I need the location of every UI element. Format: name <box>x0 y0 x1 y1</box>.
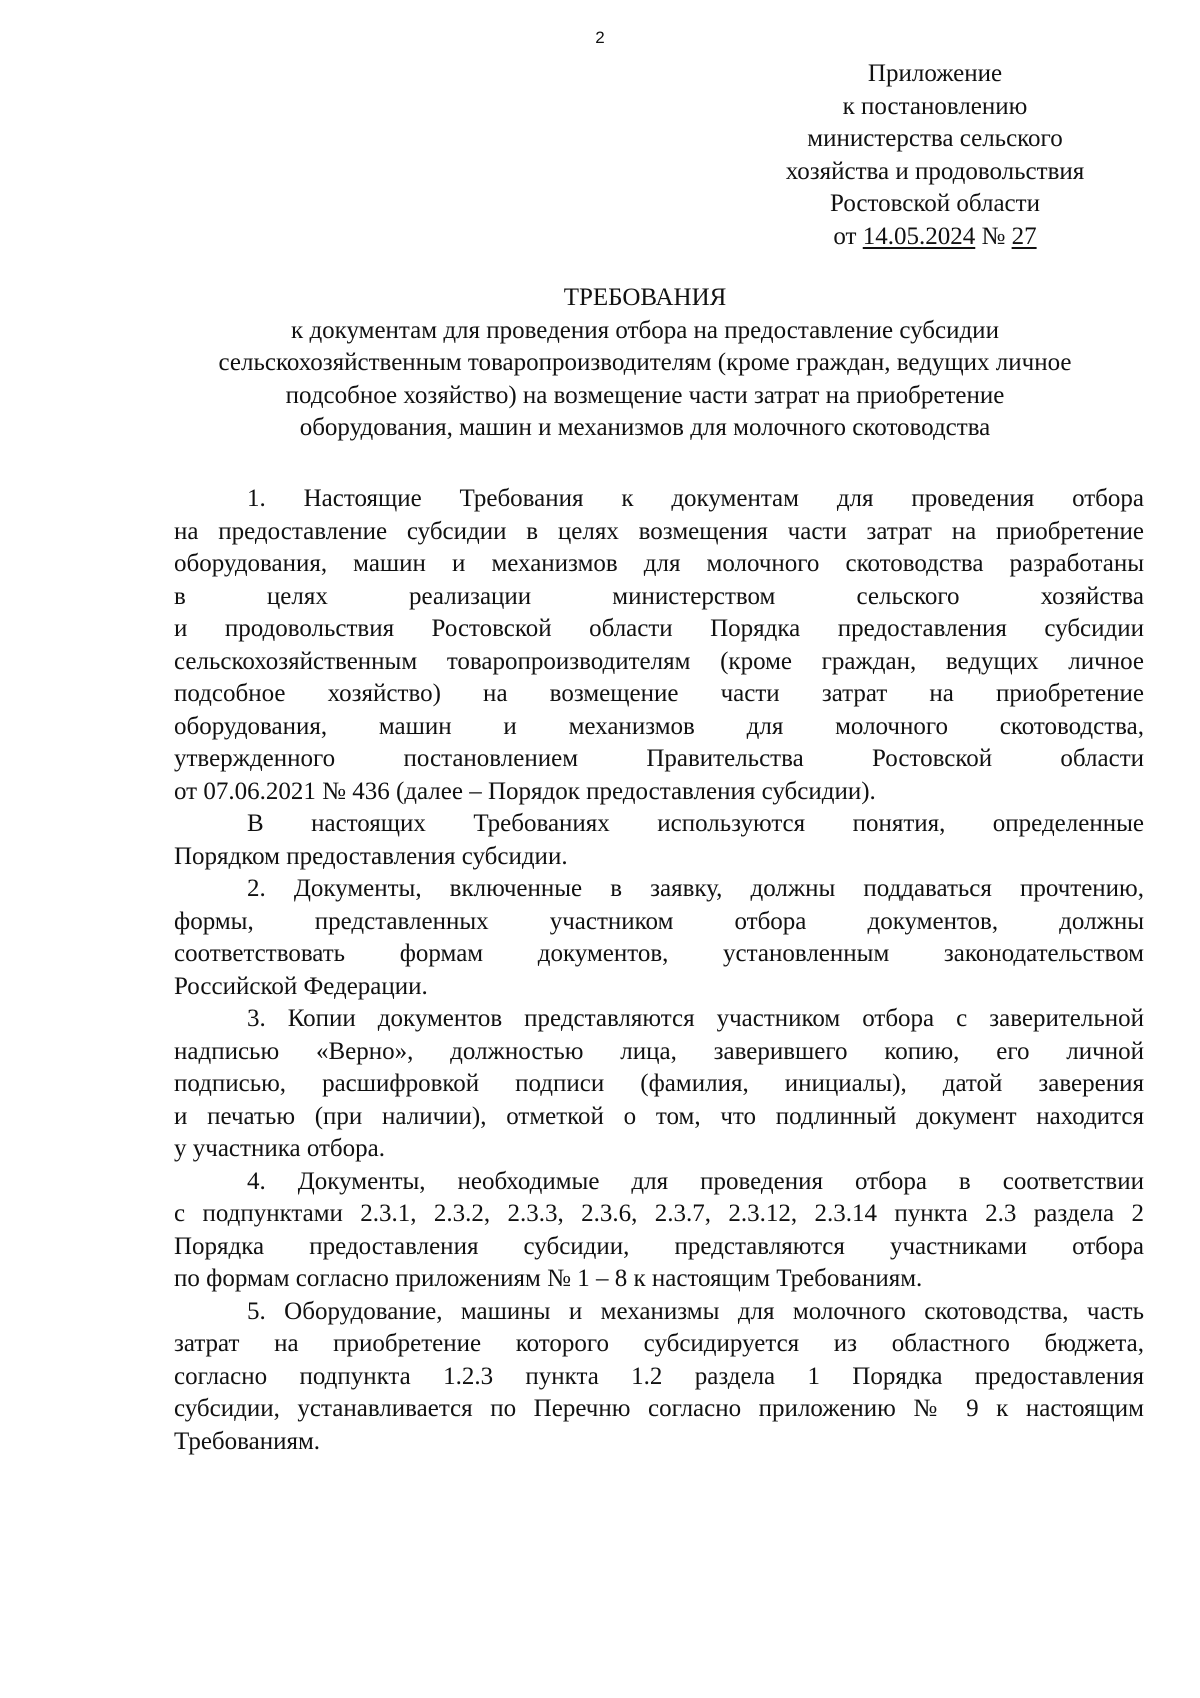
paragraph-5 <box>174 1166 1144 1296</box>
appendix-line: министерства сельского <box>807 125 1063 152</box>
text-line: 4. Документы, необходимые для проведения отбора в соответствии <box>247 1167 1144 1195</box>
text-line: подсобное хозяйство) на возмещение части затрат на приобретение <box>174 680 1144 707</box>
text-line: подписью, расшифровкой подписи (фамилия, инициалы), датой заверения <box>174 1070 1144 1097</box>
text-line: 3. Копии документов представляются участником отбора с заверительной <box>247 1005 1144 1032</box>
text-line: 2. Документы, включенные в заявку, должны поддаваться прочтению, <box>247 875 1144 902</box>
text-line: оборудования, машин и механизмов для молочного скотоводства разработаны <box>174 550 1144 577</box>
text-line: у участника отбора. <box>174 1135 385 1162</box>
text-line: затрат на приобретение которого субсидируется из областного бюджета, <box>174 1330 1144 1357</box>
paragraph-3 <box>174 873 1144 1003</box>
document-subtitle-line: к документам для проведения отбора на предоставление субсидии <box>291 316 999 344</box>
text-line: Порядком предоставления субсидии. <box>174 842 568 870</box>
appendix-line: Приложение <box>867 60 1003 87</box>
appendix-block <box>730 58 1140 253</box>
text-line: утвержденного постановлением Правительства Ростовской области <box>174 745 1144 772</box>
document-subtitle-line: подсобное хозяйство) на возмещение части затрат на приобретение <box>285 381 1005 409</box>
appendix-number: 27 <box>1011 222 1037 250</box>
paragraph-2 <box>174 808 1144 873</box>
text-line: субсидии, устанавливается по Перечню согласно приложению № 9 к настоящим <box>174 1395 1144 1422</box>
document-heading <box>150 282 1140 445</box>
appendix-date-prefix: от <box>833 222 863 250</box>
appendix-date: 14.05.2024 <box>862 222 976 250</box>
document-subtitle-line: сельскохозяйственным товаропроизводителям (кроме граждан, ведущих личное <box>218 349 1072 376</box>
appendix-number-sign: № <box>975 222 1012 250</box>
text-line: надписью «Верно», должностью лица, заверившего копию, его личной <box>174 1037 1144 1065</box>
appendix-line: хозяйства и продовольствия <box>785 157 1085 185</box>
appendix-date-line <box>730 221 1140 254</box>
text-line: Требованиям. <box>174 1427 321 1455</box>
text-line: В настоящих Требованиях используются понятия, определенные <box>247 810 1144 837</box>
text-line: соответствовать формам документов, установленным законодательством <box>174 940 1144 967</box>
text-line: с подпунктами 2.3.1, 2.3.2, 2.3.3, 2.3.6, 2.3.7, 2.3.12, 2.3.14 пункта 2.3 раздела 2 <box>174 1200 1144 1227</box>
document-body <box>174 483 1144 1458</box>
appendix-line: к постановлению <box>842 92 1028 120</box>
appendix-line: Ростовской области <box>830 190 1040 217</box>
text-line: в целях реализации министерством сельского хозяйства <box>174 582 1144 610</box>
paragraph-1 <box>174 483 1144 808</box>
text-line: 5. Оборудование, машины и механизмы для молочного скотоводства, часть <box>247 1297 1144 1325</box>
document-subtitle-line: оборудования, машин и механизмов для молочного скотоводства <box>299 414 991 441</box>
paragraph-6 <box>174 1296 1144 1459</box>
text-line: от 07.06.2021 № 436 (далее – Порядок предоставления субсидии). <box>174 777 876 805</box>
text-line: оборудования, машин и механизмов для молочного скотоводства, <box>174 712 1144 740</box>
text-line: сельскохозяйственным товаропроизводителям (кроме граждан, ведущих личное <box>174 647 1144 675</box>
text-line: и печатью (при наличии), отметкой о том, что подлинный документ находится <box>174 1102 1144 1130</box>
text-line: 1. Настоящие Требования к документам для проведения отбора <box>247 485 1144 512</box>
text-line: и продовольствия Ростовской области Порядка предоставления субсидии <box>174 615 1144 642</box>
paragraph-4 <box>174 1003 1144 1166</box>
page-number: 2 <box>595 28 605 47</box>
text-line: на предоставление субсидии в целях возмещения части затрат на приобретение <box>174 517 1144 545</box>
text-line: согласно подпункта 1.2.3 пункта 1.2 раздела 1 Порядка предоставления <box>174 1362 1144 1390</box>
text-line: формы, представленных участником отбора документов, должны <box>174 907 1144 935</box>
text-line: по формам согласно приложениям № 1 – 8 к настоящим Требованиям. <box>174 1265 923 1292</box>
text-line: Порядка предоставления субсидии, представляются участниками отбора <box>174 1232 1144 1260</box>
document-title: ТРЕБОВАНИЯ <box>563 284 727 311</box>
text-line: Российской Федерации. <box>174 972 428 1000</box>
